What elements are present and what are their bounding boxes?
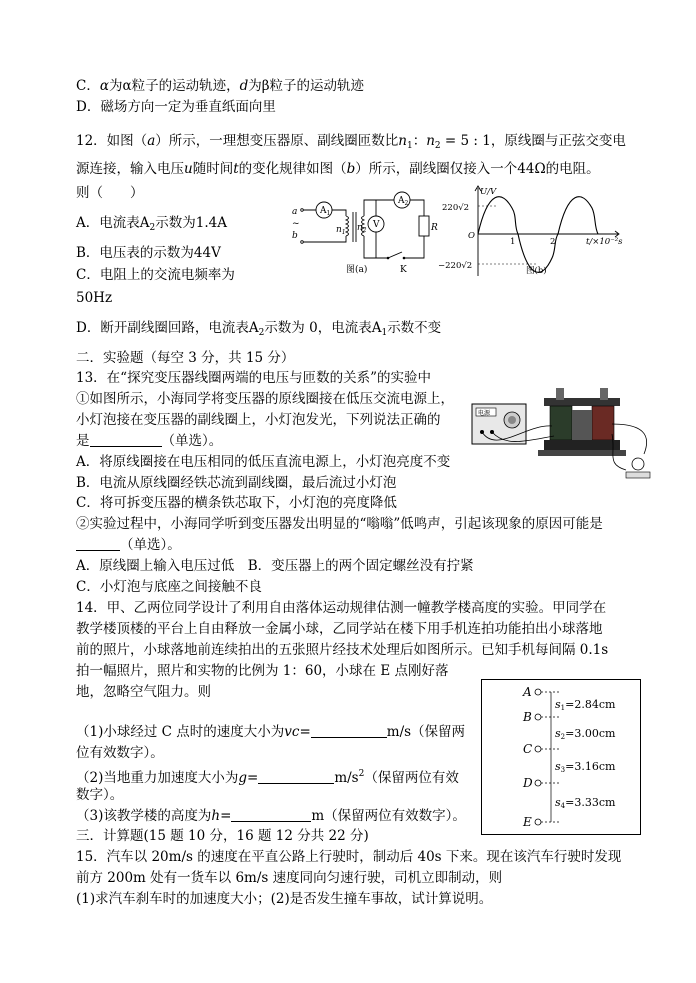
voltage-time-graph bbox=[436, 180, 632, 280]
primary-turns-label: n bbox=[336, 225, 342, 235]
answer-blank[interactable] bbox=[311, 723, 387, 738]
figure-a-caption: 图(a) bbox=[346, 265, 368, 275]
answer-blank[interactable] bbox=[76, 536, 120, 551]
point-b-label: B bbox=[523, 710, 532, 724]
point-a-label: A bbox=[523, 685, 532, 699]
q11-option-d: D．磁场方向一定为垂直纸面向里 bbox=[76, 99, 276, 115]
answer-blank[interactable] bbox=[90, 432, 162, 447]
q15-line3: (1)求汽车刹车时的加速度大小；(2)是否发生撞车事故，试计算说明。 bbox=[76, 891, 493, 907]
secondary-turns-label: n bbox=[357, 223, 363, 233]
q12-option-a: A．电流表$A_2$示数为1.4A bbox=[76, 215, 227, 233]
ammeter-a2-label: A bbox=[398, 196, 405, 206]
q14-part2: （2)当地重力加速度大小为$g= m/s^2$（保留两位有效 bbox=[76, 769, 459, 786]
terminal-b-label: b bbox=[292, 231, 298, 241]
q13-option-a: A．将原线圈接在电压相同的低压直流电源上，小灯泡亮度不变 bbox=[76, 454, 451, 470]
q15-line2: 前方 200m 处有一货车以 6m/s 速度同向匀速行驶，司机立即制动，则 bbox=[76, 870, 503, 886]
q14-part1: （1)小球经过 C 点时的速度大小为vc= m/s（保留两 bbox=[76, 724, 466, 740]
graph-max-label: 220√2 bbox=[442, 203, 470, 213]
answer-blank[interactable] bbox=[258, 769, 334, 784]
point-c-label: C bbox=[523, 742, 533, 756]
graph-origin-label: O bbox=[468, 231, 475, 241]
figure-b-caption: 图(b) bbox=[526, 266, 547, 276]
svg-text:s3=3.16cm: s3=3.16cm bbox=[555, 760, 616, 774]
q14-stem-line3: 前的照片，小球落地前连续拍出的五张照片经技术处理后如图所示。已知手机每间隔 0.1s bbox=[76, 642, 609, 658]
svg-text:n1: $n_1$ bbox=[336, 225, 346, 236]
terminal-a-label: a bbox=[292, 207, 298, 217]
q14-stem-line2: 教学楼顶楼的平台上自由释放一金属小球，乙同学站在楼下用手机连拍功能拍出小球落地 bbox=[76, 621, 603, 637]
segment-s2-label: s bbox=[555, 727, 561, 740]
segment-s4-label: s bbox=[555, 796, 561, 809]
q12-option-c: C．电阻上的交流电频率为 bbox=[76, 267, 235, 283]
q13-part2-line2: （单选）。 bbox=[76, 535, 181, 555]
graph-tick-2: 2 bbox=[550, 237, 556, 247]
q12-option-b: B．电压表的示数为44V bbox=[76, 245, 221, 261]
q14-stem-line4: 拍一幅照片，照片和实物的比例为 1：60，小球在 E 点刚好落 bbox=[76, 663, 449, 679]
q13-stem: 13．在“探究变压器线圈两端的电压与匝数的关系”的实验中 bbox=[76, 370, 431, 386]
resistor-label: R bbox=[431, 223, 438, 233]
graph-tick-1: 1 bbox=[510, 237, 516, 247]
answer-blank[interactable] bbox=[231, 807, 311, 822]
q12-stem-line3: 则（ ） bbox=[76, 185, 144, 201]
svg-text:s1=2.84cm: s1=2.84cm bbox=[555, 698, 616, 712]
segment-s3-label: s bbox=[555, 760, 561, 773]
q13-part1-line3: 是 （单选）。 bbox=[76, 433, 223, 449]
graph-y-axis-label: U/V bbox=[480, 187, 497, 197]
q14-stem-line5: 地，忽略空气阻力。则 bbox=[76, 684, 211, 700]
q12-stem-line1: 12．如图（a）所示，一理想变压器原、副线圈匝数比$n_1$：$n_2 = 5$ : 1，原线圈与正弦交变电 bbox=[76, 133, 626, 151]
section-3-title: 三．计算题(15 题 10 分，16 题 12 分共 22 分) bbox=[76, 828, 369, 844]
q13-part2-line1: ②实验过程中，小海同学听到变压器发出明显的“嗡嗡”低鸣声，引起该现象的原因可能是 bbox=[76, 516, 603, 532]
svg-text:n2: $n_2$ bbox=[357, 223, 367, 234]
switch-label: K bbox=[400, 265, 407, 275]
svg-text:A2: $A_2$ bbox=[398, 196, 409, 207]
graph-min-label: −220√2 bbox=[438, 261, 473, 271]
q14-part2-cont: 数字）。 bbox=[76, 787, 124, 803]
q14-stem-line1: 14．甲、乙两位同学设计了利用自由落体运动规律估测一幢教学楼高度的实验。甲同学在 bbox=[76, 600, 607, 616]
transformer-apparatus-photo bbox=[466, 384, 662, 488]
segment-s1-label: s bbox=[555, 698, 561, 711]
q13-part2-option-c: C．小灯泡与底座之间接触不良 bbox=[76, 579, 262, 595]
q11-option-c: C．α为α粒子的运动轨迹，d为β粒子的运动轨迹 bbox=[76, 78, 365, 94]
section-2-title: 二．实验题（每空 3 分，共 15 分） bbox=[76, 350, 295, 366]
svg-text:s4=3.33cm: s4=3.33cm bbox=[555, 796, 616, 810]
q14-part1-cont: 位有效数字）。 bbox=[76, 745, 164, 761]
power-supply-label: 电源 bbox=[478, 410, 491, 417]
svg-text:A1: $A_1$ bbox=[320, 206, 331, 217]
q12-option-c-cont: 50Hz bbox=[76, 290, 113, 306]
ammeter-a1-label: A bbox=[320, 206, 327, 216]
q14-part3: （3)该教学楼的高度为h= m（保留两位有效数字）。 bbox=[76, 808, 466, 824]
point-d-label: D bbox=[523, 776, 533, 790]
q13-part2-options-ab: A．原线圈上输入电压过低 B．变压器上的两个固定螺丝没有拧紧 bbox=[76, 558, 474, 574]
ac-source-symbol: ~ bbox=[292, 219, 300, 229]
transformer-circuit-figure bbox=[284, 186, 444, 278]
falling-ball-figure bbox=[481, 679, 641, 835]
q13-option-c: C．将可拆变压器的横条铁芯取下，小灯泡的亮度降低 bbox=[76, 495, 397, 511]
q12-option-d: D．断开副线圈回路，电流表$A_2$示数为 0，电流表$A_1$示数不变 bbox=[76, 320, 442, 338]
graph-x-axis-label: t/×10⁻²s bbox=[586, 237, 623, 247]
q13-option-b: B．电流从原线圈经铁芯流到副线圈，最后流过小灯泡 bbox=[76, 475, 397, 491]
q12-stem-line2: 源连接，输入电压u随时间t的变化规律如图（b）所示，副线圈仅接入一个44Ω的电阻。 bbox=[76, 161, 600, 177]
svg-text:s2=3.00cm: s2=3.00cm bbox=[555, 727, 616, 741]
voltmeter-label: V bbox=[373, 220, 380, 230]
q15-line1: 15．汽车以 20m/s 的速度在平直公路上行驶时，制动后 40s 下来。现在该汽车行驶时发现 bbox=[76, 849, 622, 865]
point-e-label: E bbox=[523, 815, 532, 829]
q13-part1-line2: 小灯泡接在变压器的副线圈上，小灯泡发光，下列说法正确的 bbox=[76, 412, 441, 428]
q13-part1-line1: ①如图所示，小海同学将变压器的原线圈接在低压交流电源上， bbox=[76, 391, 454, 407]
